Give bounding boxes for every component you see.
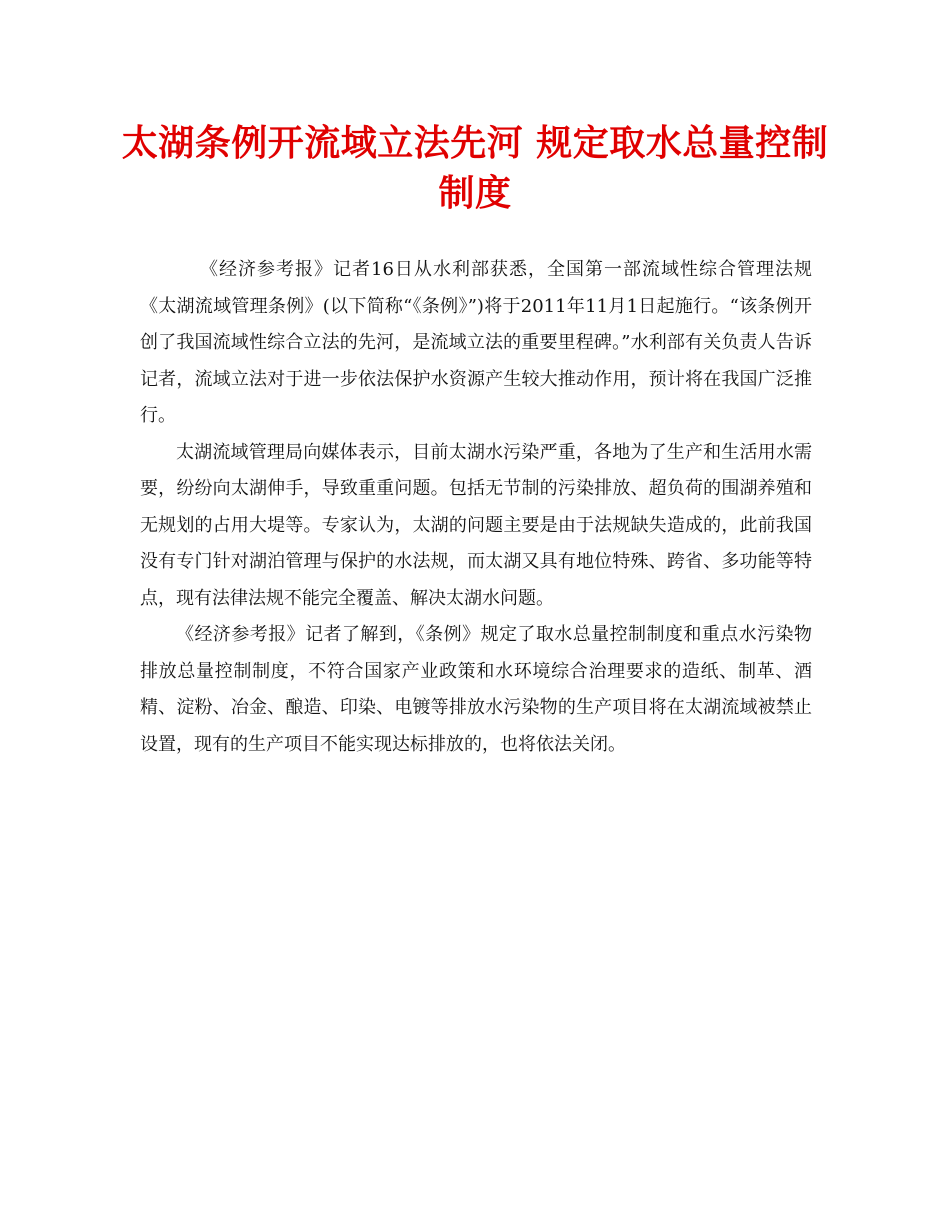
paragraph-1: 《经济参考报》记者16日从水利部获悉，全国第一部流域性综合管理法规《太湖流域管理条例》(以下简称“《条例》”)将于2011年11月1日起施行。“该条例开创了我国流域性综合立法的先河，是流域立法的重要里程碑。”水利部有关负责人告诉记者，流域立法对于进一步依法保护水资源产生较大推动作用，预计将在我国广泛推行。 — [140, 259, 812, 426]
paragraph-2: 太湖流域管理局向媒体表示，目前太湖水污染严重，各地为了生产和生活用水需要，纷纷向太湖伸手，导致重重问题。包括无节制的污染排放、超负荷的围湖养殖和无规划的占用大堤等。专家认为，太湖的问题主要是由于法规缺失造成的，此前我国没有专门针对湖泊管理与保护的水法规，而太湖又具有地位特殊、跨省、多功能等特点，现有法律法规不能完全覆盖、解决太湖水问题。 — [140, 441, 812, 609]
paragraph-3: 《经济参考报》记者了解到，《条例》规定了取水总量控制制度和重点水污染物排放总量控制制度，不符合国家产业政策和水环境综合治理要求的造纸、制革、酒精、淀粉、冶金、酿造、印染、电镀等排放水污染物的生产项目将在太湖流域被禁止设置，现有的生产项目不能实现达标排放的，也将依法关闭。 — [140, 624, 812, 755]
article-body — [140, 252, 812, 763]
document-title: 太湖条例开流域立法先河 规定取水总量控制制度 — [121, 122, 829, 214]
